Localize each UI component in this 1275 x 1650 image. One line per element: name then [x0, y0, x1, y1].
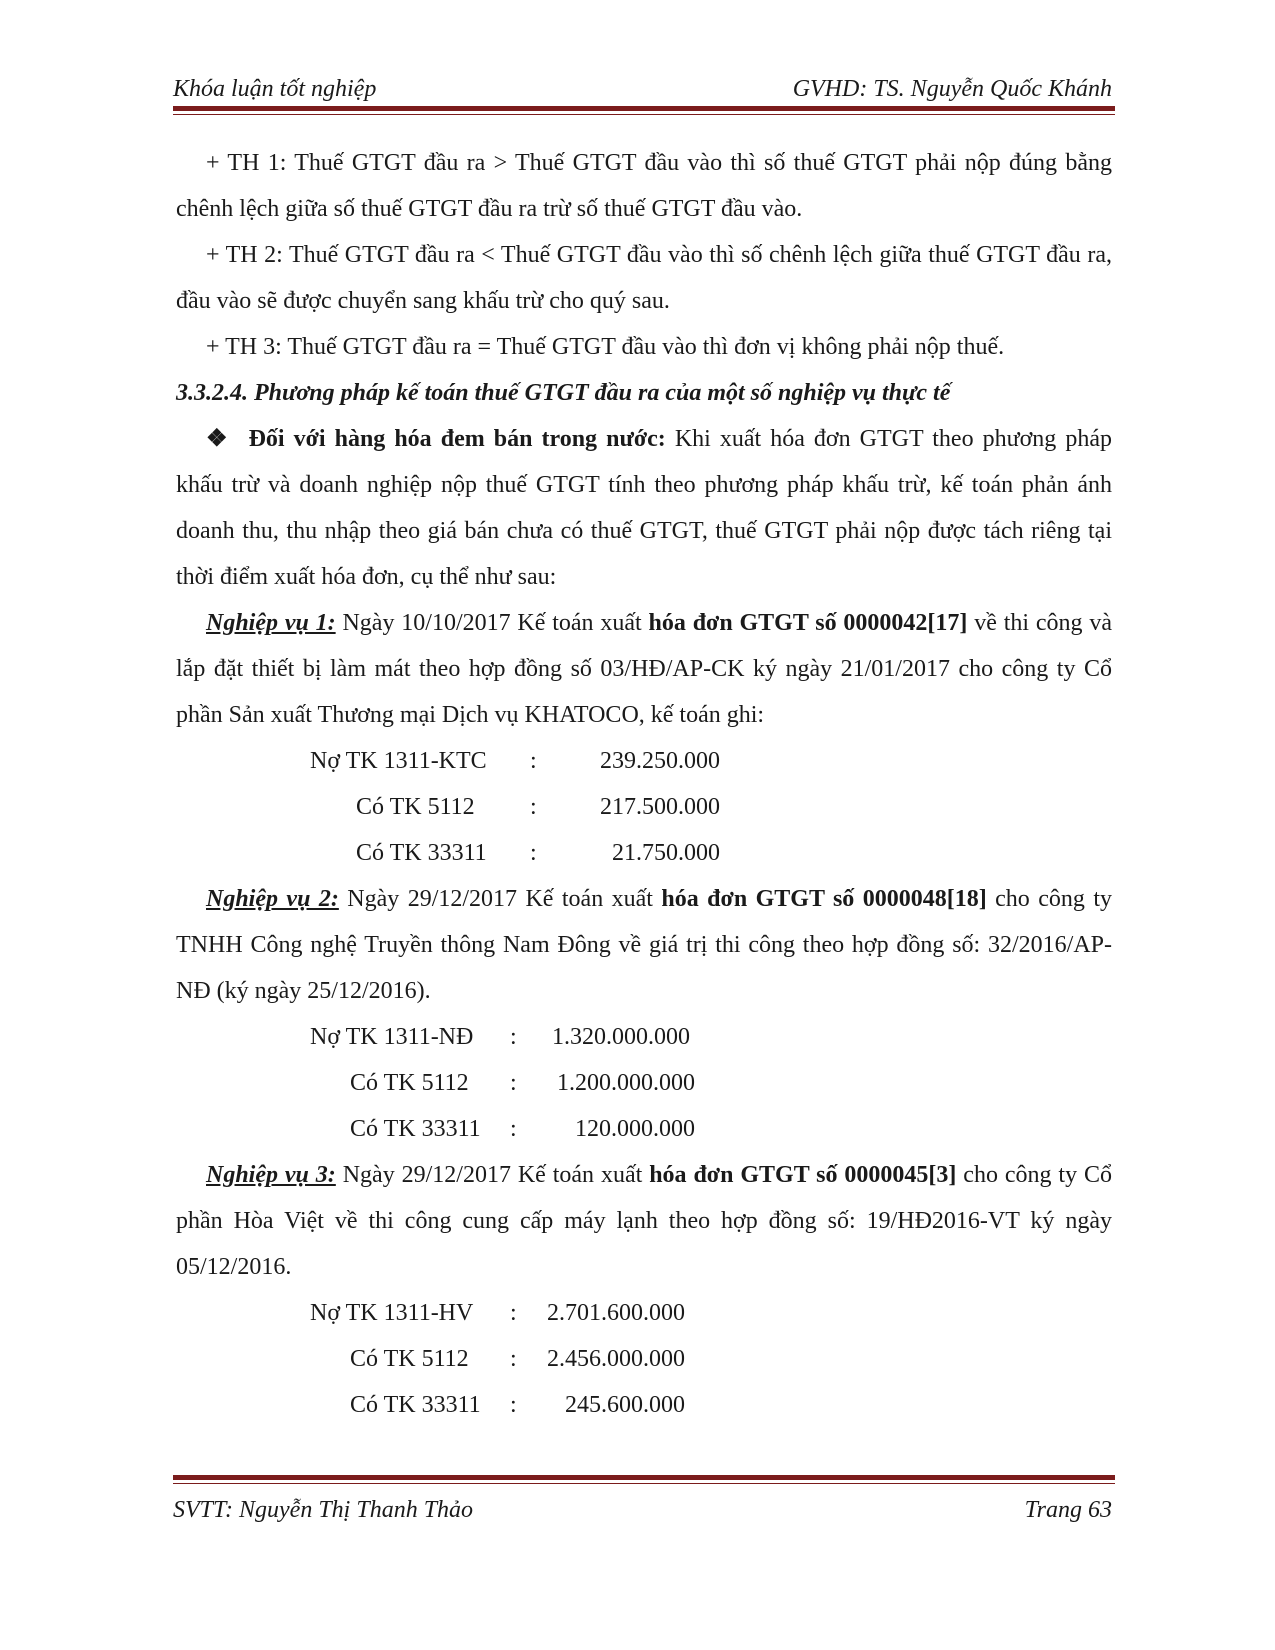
footer-left: SVTT: Nguyễn Thị Thanh Thảo — [173, 1497, 474, 1523]
entry-amount: 21.750.000 — [612, 840, 720, 866]
entry-colon: : — [510, 1300, 517, 1326]
transaction-text: cho công ty Cổ phần Hòa Việt về thi công cung cấp máy lạnh theo hợp đồng số: 19/HĐ2016-VT ký ngày 05/12/2016. — [176, 1162, 1113, 1280]
invoice-ref: hóa đơn GTGT số 0000048[18] — [661, 886, 987, 912]
entry-account: Có TK 33311 — [350, 1392, 481, 1418]
page-header — [173, 76, 1112, 103]
entry-account: Có TK 5112 — [356, 794, 475, 820]
entry-amount: 217.500.000 — [600, 794, 720, 820]
transaction-text: Ngày 29/12/2017 Kế toán xuất — [338, 886, 662, 912]
bullet-text: Khi xuất hóa đơn GTGT theo phương pháp khấu trừ và doanh nghiệp nộp thuế GTGT tính theo phương pháp khấu trừ, kế toán phản ánh doanh thu, thu nhập theo giá bán chưa có thuế GTGT, thuế GTGT phải nộp được tách riêng tại thời điểm xuất hóa đơn, cụ thể như sau: — [176, 426, 1112, 590]
paragraph-th2: + TH 2: Thuế GTGT đầu ra < Thuế GTGT đầu vào thì số chênh lệch giữa thuế GTGT đầu ra, đầu vào sẽ được chuyển sang khấu trừ cho quý sau. — [176, 242, 1112, 314]
entry-amount: 1.320.000.000 — [552, 1024, 690, 1050]
entry-account: Có TK 5112 — [350, 1346, 469, 1372]
transaction-label: Nghiệp vụ 3: — [206, 1162, 336, 1188]
transaction-text: Ngày 29/12/2017 Kế toán xuất — [335, 1162, 650, 1188]
transaction-label: Nghiệp vụ 2: — [206, 886, 339, 912]
journal-entries-3 — [310, 1290, 1112, 1428]
bullet-paragraph — [176, 416, 1112, 600]
transaction-label: Nghiệp vụ 1: — [206, 610, 336, 636]
entry-account: Nợ TK 1311-HV — [310, 1300, 474, 1326]
entry-account: Nợ TK 1311-NĐ — [310, 1024, 474, 1050]
entry-colon: : — [530, 794, 537, 820]
section-heading: 3.3.2.4. Phương pháp kế toán thuế GTGT đầu ra của một số nghiệp vụ thực tế — [176, 380, 951, 406]
invoice-ref: hóa đơn GTGT số 0000042[17] — [648, 610, 968, 636]
entry-account: Nợ TK 1311-KTC — [310, 748, 487, 774]
journal-entry — [310, 1060, 1112, 1106]
footer-rule — [173, 1475, 1115, 1484]
entry-colon: : — [530, 840, 537, 866]
journal-entry — [310, 830, 1112, 876]
journal-entries-2 — [310, 1014, 1112, 1152]
journal-entry — [310, 1336, 1112, 1382]
entry-amount: 239.250.000 — [600, 748, 720, 774]
paragraph-th3: + TH 3: Thuế GTGT đầu ra = Thuế GTGT đầu vào thì đơn vị không phải nộp thuế. — [206, 334, 1005, 360]
journal-entry — [310, 1382, 1112, 1428]
diamond-bullet-icon: ❖ — [206, 426, 231, 452]
entry-account: Có TK 33311 — [356, 840, 487, 866]
journal-entry — [310, 1014, 1112, 1060]
journal-entry — [310, 784, 1112, 830]
entry-amount: 120.000.000 — [575, 1116, 695, 1142]
entry-amount: 245.600.000 — [565, 1392, 685, 1418]
journal-entry — [310, 1106, 1112, 1152]
transaction-3 — [176, 1152, 1112, 1290]
entry-account: Có TK 33311 — [350, 1116, 481, 1142]
journal-entry — [310, 1290, 1112, 1336]
transaction-text: về thi công và lắp đặt thiết bị làm mát theo hợp đồng số 03/HĐ/AP-CK ký ngày 21/01/2017 cho công ty Cổ phần Sản xuất Thương mại Dịch vụ KHATOCO, kế toán ghi: — [176, 610, 1112, 728]
transaction-1 — [176, 600, 1112, 738]
entry-colon: : — [510, 1346, 517, 1372]
transaction-text: cho công ty TNHH Công nghệ Truyền thông Nam Đông về giá trị thi công theo hợp đồng số: 32/2016/AP-NĐ (ký ngày 25/12/2016). — [176, 886, 1112, 1004]
entry-colon: : — [510, 1070, 517, 1096]
entry-colon: : — [510, 1116, 517, 1142]
transaction-text: Ngày 10/10/2017 Kế toán xuất — [335, 610, 649, 636]
header-left: Khóa luận tốt nghiệp — [173, 76, 377, 102]
page-body — [176, 140, 1112, 1428]
invoice-ref: hóa đơn GTGT số 0000045[3] — [649, 1162, 957, 1188]
paragraph-th1: + TH 1: Thuế GTGT đầu ra > Thuế GTGT đầu vào thì số thuế GTGT phải nộp đúng bằng chênh lệch giữa số thuế GTGT đầu ra trừ số thuế GTGT đầu vào. — [176, 150, 1112, 222]
entry-colon: : — [530, 748, 537, 774]
page-number: Trang 63 — [1024, 1497, 1112, 1523]
entry-amount: 1.200.000.000 — [557, 1070, 695, 1096]
header-rule — [173, 106, 1115, 115]
entry-colon: : — [510, 1392, 517, 1418]
header-right: GVHD: TS. Nguyễn Quốc Khánh — [792, 76, 1112, 102]
entry-amount: 2.456.000.000 — [547, 1346, 685, 1372]
journal-entry — [310, 738, 1112, 784]
transaction-2 — [176, 876, 1112, 1014]
journal-entries-1 — [310, 738, 1112, 876]
bullet-bold: Đối với hàng hóa đem bán trong nước: — [248, 426, 666, 452]
entry-colon: : — [510, 1024, 517, 1050]
entry-account: Có TK 5112 — [350, 1070, 469, 1096]
entry-amount: 2.701.600.000 — [547, 1300, 685, 1326]
page-footer — [173, 1497, 1112, 1524]
